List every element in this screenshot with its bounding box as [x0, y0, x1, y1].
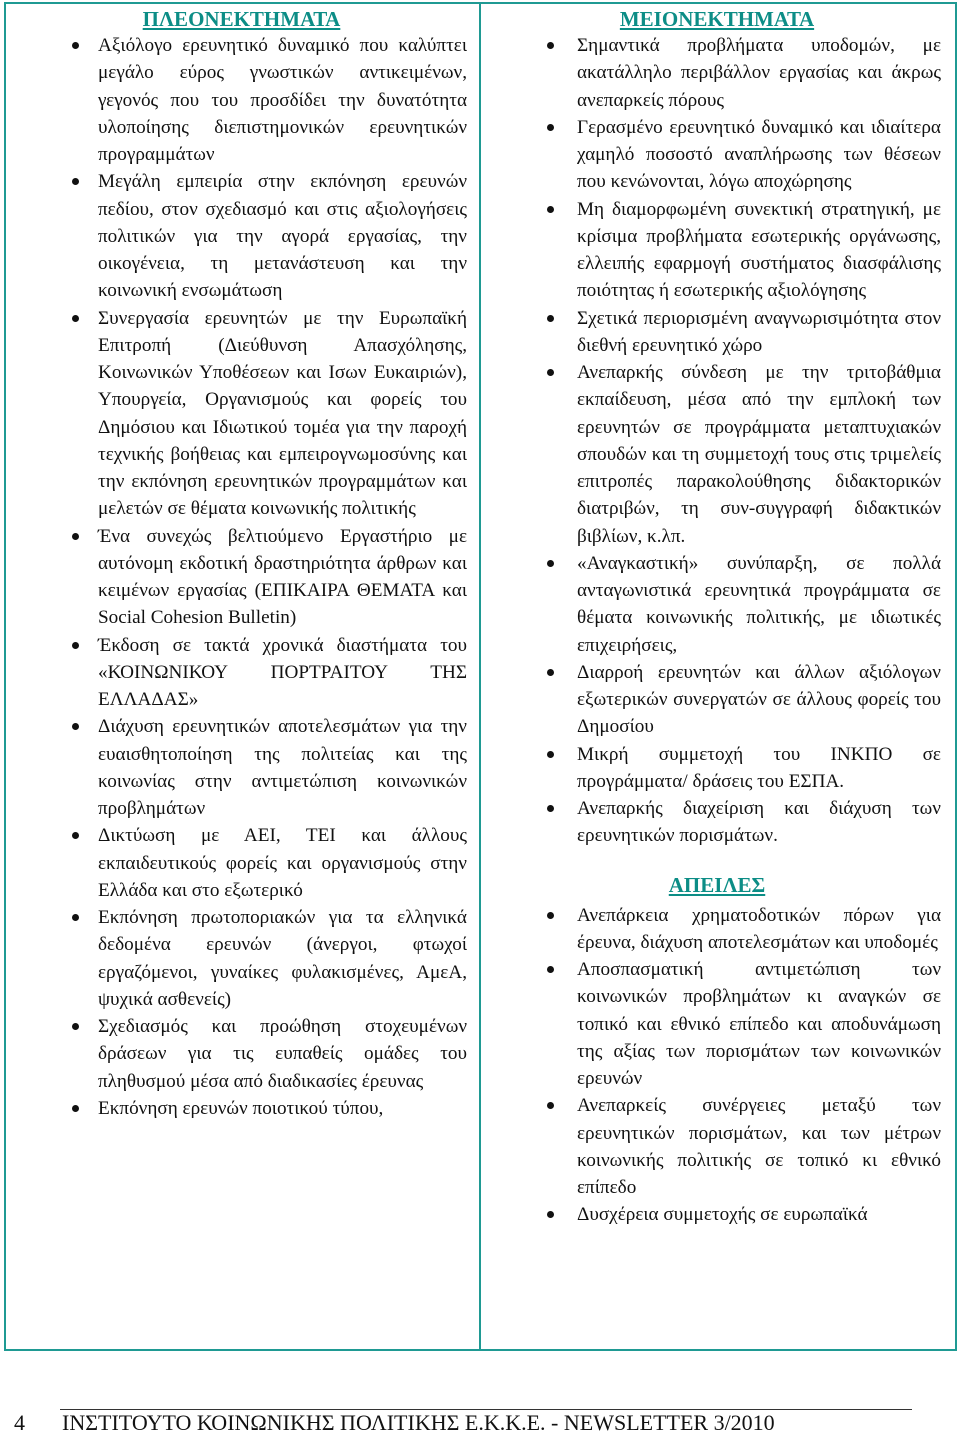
strengths-item: Έκδοση σε τακτά χρονικά διαστήματα του «ΚΟΙΝΩΝΙΚΟΥ ΠΟΡΤΡΑΙΤΟΥ ΤΗΣ ΕΛΛΑΔΑΣ» — [16, 632, 467, 714]
footer-title: ΙΝΣΤΙΤΟΥΤΟ ΚΟΙΝΩΝΙΚΗΣ ΠΟΛΙΤΙΚΗΣ Ε.Κ.Κ.Ε. - NEWSLETTER 3/2010 — [62, 1410, 775, 1435]
threats-item: Ανεπαρκείς συνέργειες μεταξύ των ερευνητικών πορισμάτων, και των μέτρων κοινωνικής πολιτικής σε τοπικό κι εθνικό επίπεδο — [493, 1092, 941, 1201]
page-number: 4 — [14, 1410, 25, 1435]
strengths-item: Διάχυση ερευνητικών αποτελεσμάτων για την ευαισθητοποίηση της πολιτείας και της κοινωνίας στην αντιμετώπιση κοινωνικών προβλημάτων — [16, 713, 467, 822]
weaknesses-heading: ΜΕΙΟΝΕΚΤΗΜΑΤΑ — [619, 7, 815, 31]
weaknesses-item: Διαρροή ερευνητών και άλλων αξιόλογων εξωτερικών συνεργατών σε άλλους φορείς του Δημοσίου — [493, 659, 941, 741]
weaknesses-item: Μικρή συμμετοχή του ΙΝΚΠΟ σε προγράμματα/ δράσεις του ΕΣΠΑ. — [493, 741, 941, 796]
threats-item: Δυσχέρεια συμμετοχής σε ευρωπαϊκά — [493, 1201, 941, 1228]
strengths-item: Εκπόνηση πρωτοποριακών για τα ελληνικά δεδομένα ερευνών (άνεργοι, φτωχοί εργαζόμενοι, γυναίκες φυλακισμένες, ΑμεΑ, ψυχικά ασθενείς) — [16, 904, 467, 1013]
weaknesses-item: Σημαντικά προβλήματα υποδομών, με ακατάλληλο περιβάλλον εργασίας και άκρως ανεπαρκείς πόρους — [493, 32, 941, 114]
weaknesses-item: Ανεπαρκής διαχείριση και διάχυση των ερευνητικών πορισμάτων. — [493, 795, 941, 850]
weaknesses-item: Σχετικά περιορισμένη αναγνωρισιμότητα στον διεθνή ερευνητικό χώρο — [493, 305, 941, 360]
strengths-column — [4, 2, 481, 1351]
threats-list — [493, 902, 941, 1229]
weaknesses-item: Μη διαμορφωμένη συνεκτική στρατηγική, με κρίσιμα προβλήματα εσωτερικής οργάνωσης, ελλειπής εφαρμογή συστήματος διασφάλισης ποιότητας ή εσωτερικής αξιολόγησης — [493, 196, 941, 305]
strengths-item: Ένα συνεχώς βελτιούμενο Εργαστήριο με αυτόνομη εκδοτική δραστηριότητα άρθρων και κειμένων εργασίας (ΕΠΙΚΑΙΡΑ ΘΕΜΑΤΑ και Social Cohesion Bulletin) — [16, 523, 467, 632]
threats-heading: ΑΠΕΙΛΕΣ — [668, 872, 766, 897]
threats-item: Ανεπάρκεια χρηματοδοτικών πόρων για έρευνα, διάχυση αποτελεσμάτων και υποδομές — [493, 902, 941, 957]
weaknesses-item: «Αναγκαστική» συνύπαρξη, σε πολλά ανταγωνιστικά ερευνητικά προγράμματα σε θέματα κοινωνικής πολιτικής, με ιδιωτικές επιχειρήσεις, — [493, 550, 941, 659]
threats-item: Αποσπασματική αντιμετώπιση των κοινωνικών προβλημάτων κι αναγκών σε τοπικό και εθνικό επίπεδο και αποδυνάμωση της αξίας των πορισμάτων των κοινωνικών ερευνών — [493, 956, 941, 1092]
strengths-item: Αξιόλογο ερευνητικό δυναμικό που καλύπτει μεγάλο εύρος γνωστικών αντικειμένων, γεγονός που του προσδίδει την δυνατότητα υλοποίησης διεπιστημονικών ερευνητικών προγραμμάτων — [16, 32, 467, 168]
strengths-item: Συνεργασία ερευνητών με την Ευρωπαϊκή Επιτροπή (Διεύθυνση Απασχόλησης, Κοινωνικών Υποθέσεων και Ισων Ευκαιριών), Υπουργεία, Οργανισμούς και φορείς του Δημόσιου και Ιδιωτικού τομέα για την παροχή τεχνικής βοήθειας και εμπειρογνωμοσύνης και την εκπόνηση ερευνητικών προγραμμάτων και μελετών σε θέματα κοινωνικής πολιτικής — [16, 305, 467, 523]
weaknesses-list — [493, 32, 941, 850]
strengths-list — [16, 32, 467, 1122]
strengths-item: Σχεδιασμός και προώθηση στοχευμένων δράσεων για τις ευπαθείς ομάδες του πληθυσμού μέσα από διαδικασίες έρευνας — [16, 1013, 467, 1095]
strengths-item: Δικτύωση με ΑΕΙ, ΤΕΙ και άλλους εκπαιδευτικούς φορείς και οργανισμούς στην Ελλάδα και στο εξωτερικό — [16, 822, 467, 904]
strengths-heading: ΠΛΕΟΝΕΚΤΗΜΑΤΑ — [142, 7, 341, 31]
strengths-item: Μεγάλη εμπειρία στην εκπόνηση ερευνών πεδίου, στον σχεδιασμό και στις αξιολογήσεις πολιτικών για την αγορά εργασίας, την οικογένεια, τη μετανάστευση και την κοινωνική ενσωμάτωση — [16, 168, 467, 304]
page-footer — [0, 1408, 960, 1439]
weaknesses-item: Γερασμένο ερευνητικό δυναμικό και ιδιαίτερα χαμηλό ποσοστό αναπλήρωσης των θέσεων που κενώνονται, λόγω αποχώρησης — [493, 114, 941, 196]
strengths-item: Εκπόνηση ερευνών ποιοτικού τύπου, — [16, 1095, 467, 1122]
weaknesses-item: Ανεπαρκής σύνδεση με την τριτοβάθμια εκπαίδευση, μέσα από την εμπλοκή των ερευνητών σε προγράμματα μεταπτυχιακών σπουδών και τη συμμετοχή τους στις τριμελείς επιτροπές παρακολούθησης διδακτορικών διατριβών, τη συν-συγγραφή διδακτικών βιβλίων, κ.λπ. — [493, 359, 941, 550]
weaknesses-threats-column — [479, 2, 957, 1351]
